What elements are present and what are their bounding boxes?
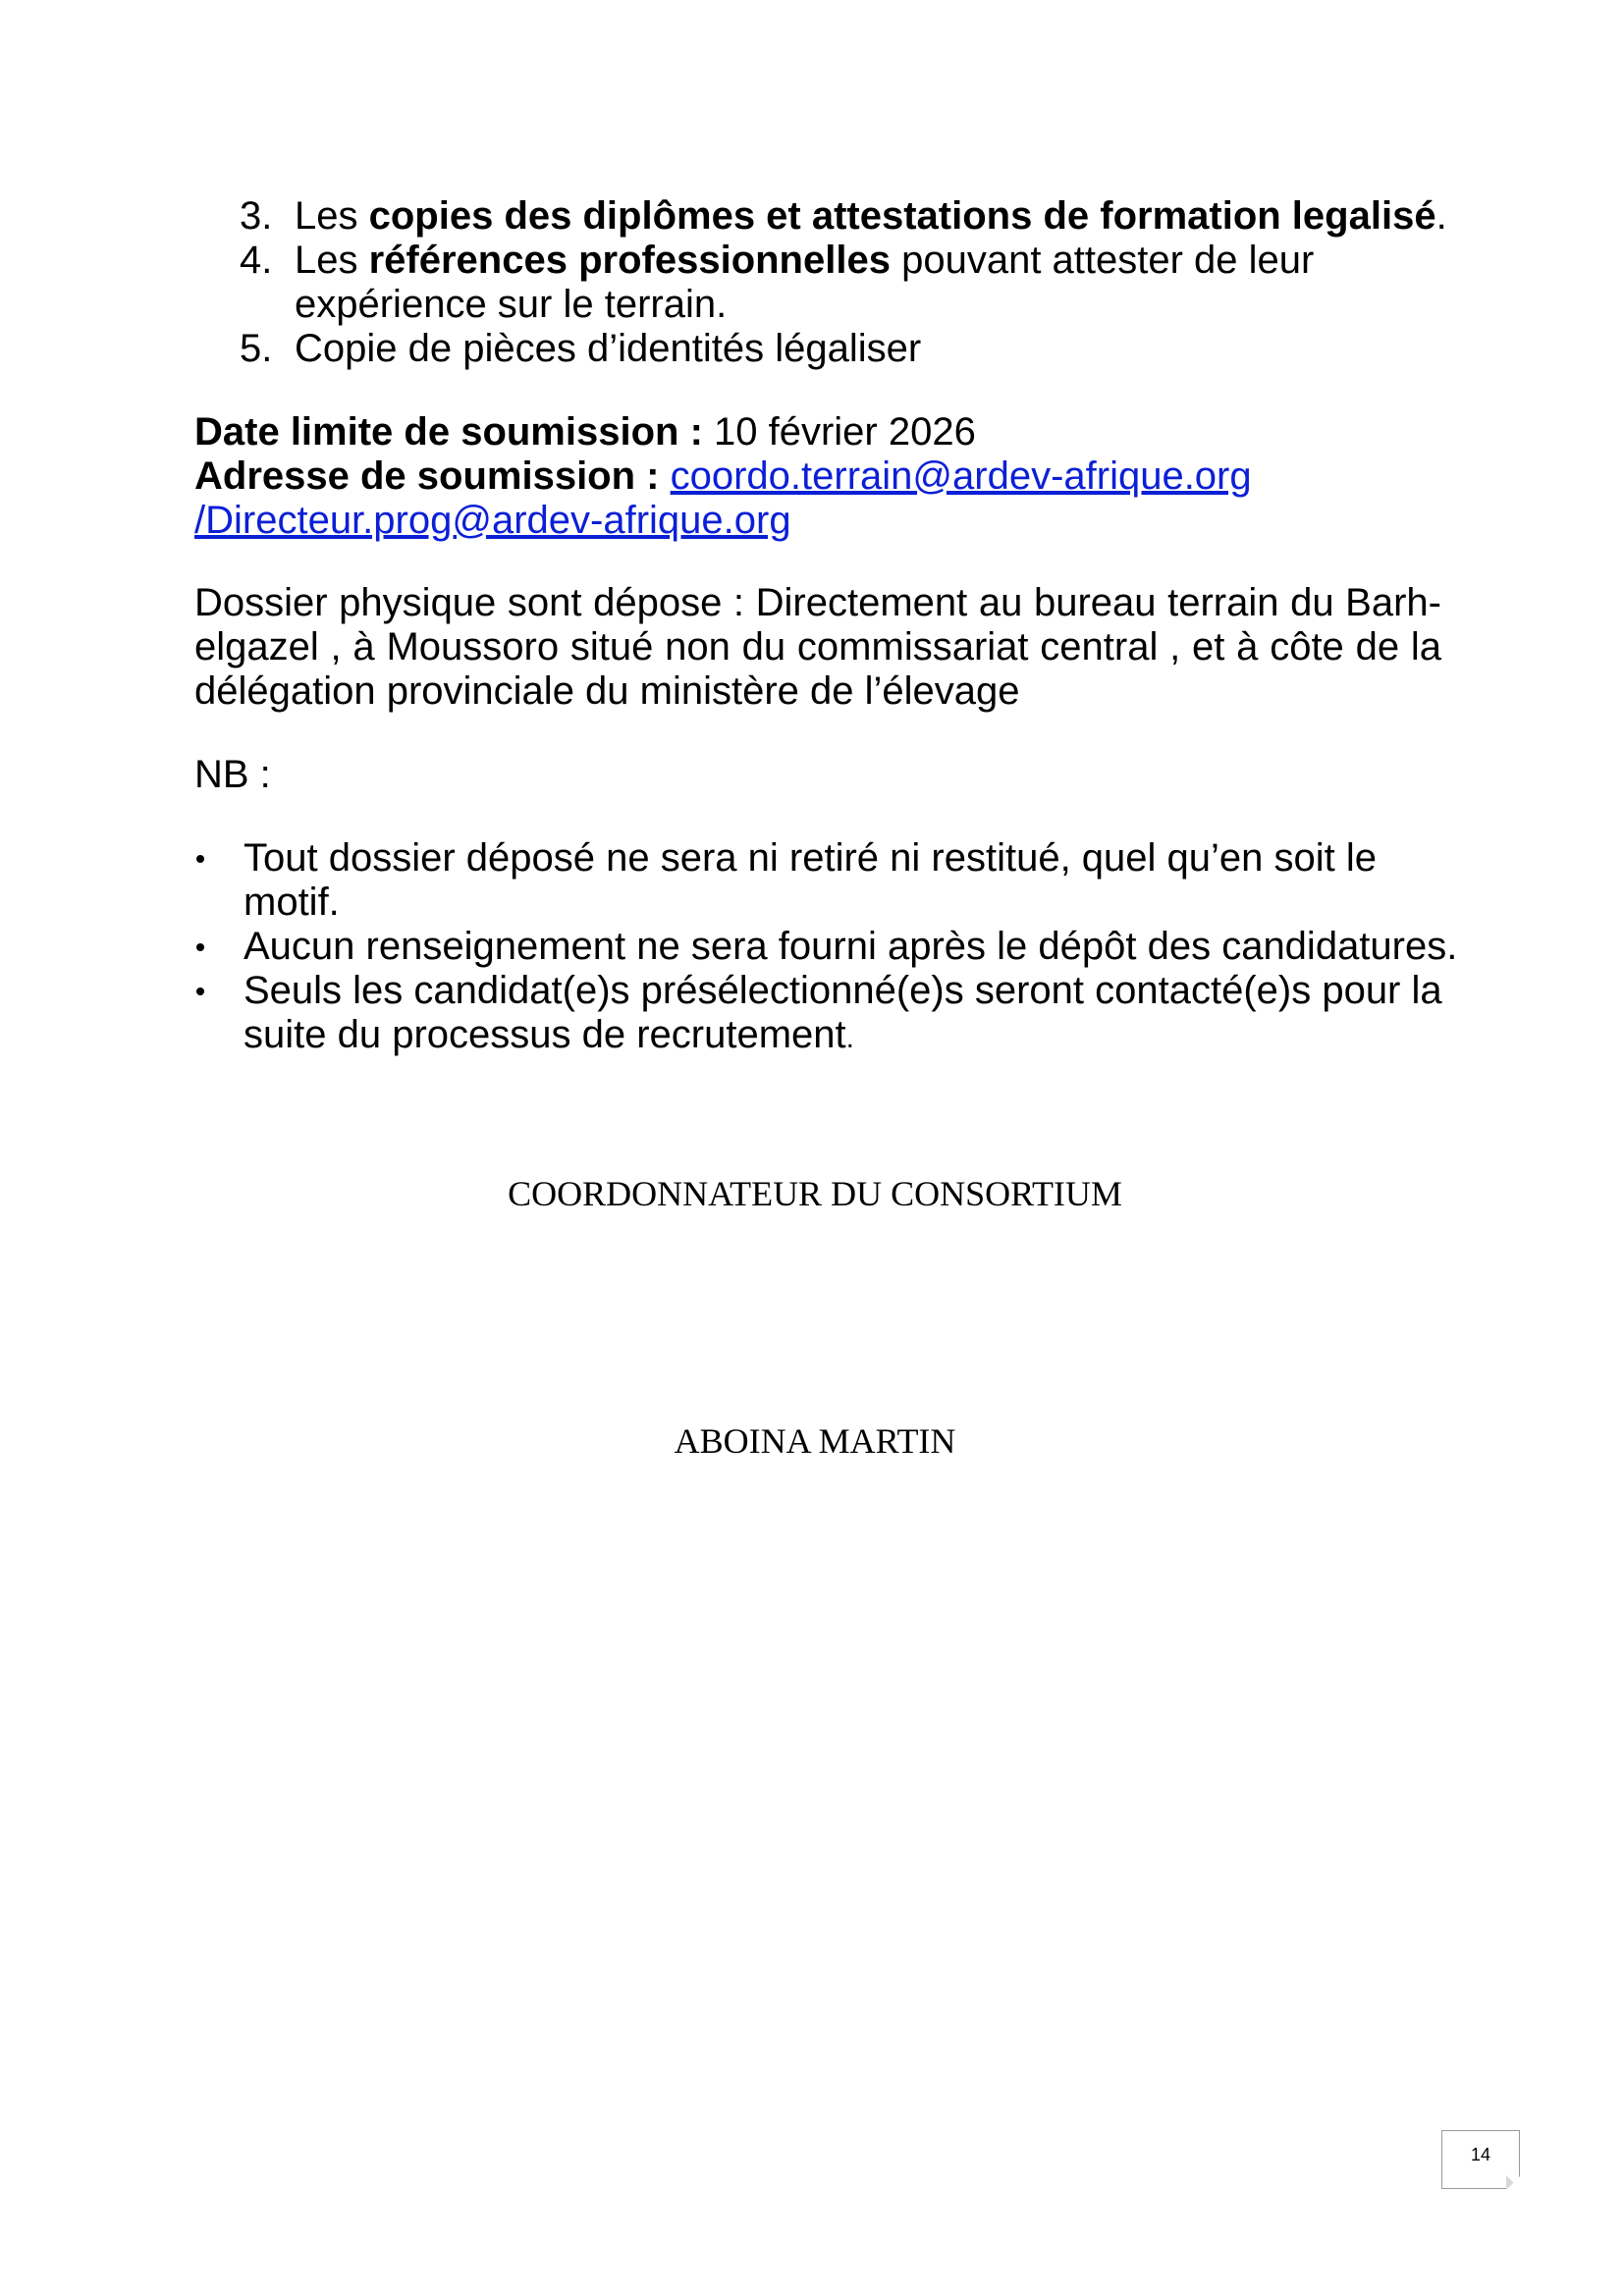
item-bold-text: copies des diplômes et attestations de formation legalisé [368,194,1436,238]
address-line-2 [194,499,1471,543]
address-label: Adresse de soumission : [194,454,660,498]
signature-name: ABOINA MARTIN [674,1421,956,1461]
list-item [194,836,1471,925]
item-prefix: Les [295,194,369,238]
list-item [194,969,1471,1060]
list-number: 3. [240,194,273,238]
page-number: 14 [1470,2145,1491,2164]
item-bold-text: références professionnelles [368,239,891,282]
bullet-icon [196,855,204,863]
address-line [194,454,1471,499]
item-prefix: Les [295,239,369,282]
list-item [240,327,1457,371]
requirements-list [240,194,1457,371]
item-suffix: pouvant attester de leur expérience sur le terrain. [295,239,1315,326]
deadline-value: 10 février 2026 [702,410,976,454]
page-number-box [1441,2130,1520,2189]
list-item [194,925,1471,969]
note-text: Aucun renseignement ne sera fourni après le dépôt des candidatures. [244,925,1458,968]
item-prefix: Copie de pièces d’identités légaliser [295,327,922,370]
page-fold-cover [1506,2175,1521,2190]
email-link-coordo[interactable]: coordo.terrain@ardev-afrique.org [670,454,1252,498]
list-number: 4. [240,239,273,282]
signature-title: COORDONNATEUR DU CONSORTIUM [508,1174,1122,1213]
bullet-icon [196,988,204,995]
note-text: Seuls les candidat(e)s présélectionné(e)s seront contacté(e)s pour la suite du processus de recrutement [244,969,1442,1056]
list-number: 5. [240,327,273,370]
submission-info [194,410,1471,543]
email-link-directeur[interactable]: /Directeur.prog@ardev-afrique.org [194,499,791,542]
dossier-paragraph: Dossier physique sont dépose : Directement au bureau terrain du Barh-elgazel , à Moussoro situé non du commissariat central , et à côte de la délégation provinciale du ministère de l’élevage [194,581,1441,713]
item-suffix: . [1435,194,1447,238]
note-text: Tout dossier déposé ne sera ni retiré ni restitué, quel qu’en soit le motif. [244,836,1378,924]
note-end: . [845,1022,854,1054]
notes-list [194,836,1471,1060]
list-item [240,194,1457,239]
list-item [240,239,1457,327]
deadline-line [194,410,1471,454]
nb-label: NB : [194,753,271,796]
deadline-label: Date limite de soumission : [194,410,703,454]
bullet-icon [196,943,204,951]
